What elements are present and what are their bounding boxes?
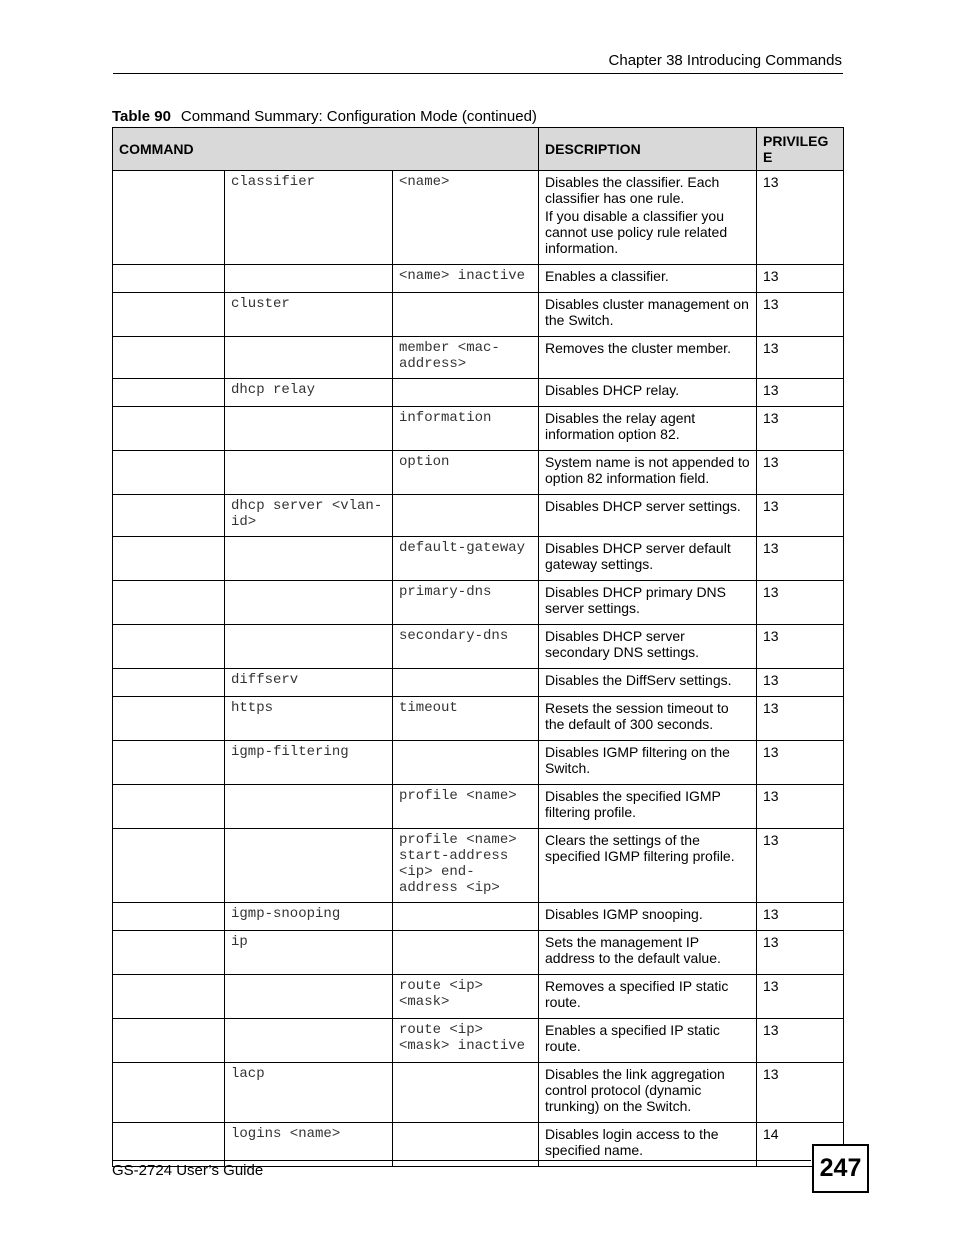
privilege-cell: 13 (757, 293, 844, 337)
command-argument-cell: route <ip> <mask> (393, 975, 539, 1019)
table-caption-label: Table 90 (112, 108, 171, 125)
command-level-1-cell (113, 785, 225, 829)
privilege-cell: 13 (757, 581, 844, 625)
command-cell (225, 829, 393, 903)
command-cell: logins <name> (225, 1123, 393, 1167)
table-row (113, 741, 844, 785)
command-level-1-cell (113, 171, 225, 265)
privilege-cell: 13 (757, 931, 844, 975)
description-text: Disables login access to the specified name. (545, 1126, 719, 1158)
chapter-header: Chapter 38 Introducing Commands (608, 52, 842, 69)
command-cell (225, 537, 393, 581)
command-argument-cell: <name> inactive (393, 265, 539, 293)
command-argument-cell (393, 1063, 539, 1123)
command-argument-cell: information (393, 407, 539, 451)
description-cell (539, 975, 757, 1019)
table-row (113, 537, 844, 581)
table-row (113, 337, 844, 379)
table-row (113, 451, 844, 495)
command-argument-cell: route <ip> <mask> inactive (393, 1019, 539, 1063)
description-cell (539, 451, 757, 495)
description-text: Disables IGMP snooping. (545, 906, 703, 922)
command-cell: dhcp relay (225, 379, 393, 407)
command-argument-cell: default-gateway (393, 537, 539, 581)
table-row (113, 1063, 844, 1123)
table-row (113, 903, 844, 931)
privilege-cell: 13 (757, 903, 844, 931)
description-text: Disables the DiffServ settings. (545, 672, 732, 688)
description-cell (539, 265, 757, 293)
description-text: Removes the cluster member. (545, 340, 731, 356)
description-text: Disables DHCP primary DNS server settings. (545, 584, 727, 616)
privilege-cell: 13 (757, 1019, 844, 1063)
privilege-cell: 13 (757, 975, 844, 1019)
description-cell (539, 741, 757, 785)
privilege-cell: 13 (757, 697, 844, 741)
command-level-1-cell (113, 931, 225, 975)
command-argument-cell: option (393, 451, 539, 495)
command-cell (225, 625, 393, 669)
description-cell (539, 625, 757, 669)
privilege-cell: 13 (757, 407, 844, 451)
table-row (113, 829, 844, 903)
command-cell: cluster (225, 293, 393, 337)
command-cell: igmp-filtering (225, 741, 393, 785)
table-row (113, 265, 844, 293)
command-level-1-cell (113, 625, 225, 669)
command-cell (225, 337, 393, 379)
command-level-1-cell (113, 293, 225, 337)
description-text: Disables the classifier. Each classifier has one rule. (545, 174, 720, 206)
table-row (113, 293, 844, 337)
table-caption-text: Command Summary: Configuration Mode (continued) (180, 108, 537, 125)
command-level-1-cell (113, 697, 225, 741)
privilege-cell: 13 (757, 625, 844, 669)
privilege-cell: 13 (757, 785, 844, 829)
command-argument-cell: secondary-dns (393, 625, 539, 669)
header-divider (113, 73, 843, 74)
description-cell (539, 669, 757, 697)
footer-divider (113, 1160, 811, 1161)
table-row (113, 495, 844, 537)
table-row (113, 975, 844, 1019)
command-argument-cell: profile <name> (393, 785, 539, 829)
privilege-cell: 13 (757, 669, 844, 697)
description-cell (539, 1019, 757, 1063)
command-argument-cell (393, 293, 539, 337)
table-caption (112, 108, 537, 125)
command-level-1-cell (113, 1019, 225, 1063)
page-number: 247 (812, 1144, 869, 1193)
command-level-1-cell (113, 451, 225, 495)
command-level-1-cell (113, 741, 225, 785)
command-cell (225, 581, 393, 625)
description-text: Disables DHCP server settings. (545, 498, 741, 514)
command-argument-cell: <name> (393, 171, 539, 265)
description-text: Disables DHCP server secondary DNS settings. (545, 628, 700, 660)
description-text: Disables DHCP relay. (545, 382, 680, 398)
description-text: Disables the relay agent information option 82. (545, 410, 696, 442)
privilege-cell: 13 (757, 171, 844, 265)
command-cell: igmp-snooping (225, 903, 393, 931)
description-cell (539, 697, 757, 741)
command-level-1-cell (113, 537, 225, 581)
command-cell: classifier (225, 171, 393, 265)
table-row (113, 379, 844, 407)
command-cell (225, 451, 393, 495)
guide-title: GS-2724 User’s Guide (112, 1162, 264, 1179)
table-header-row (113, 128, 844, 171)
command-level-1-cell (113, 669, 225, 697)
privilege-cell: 13 (757, 337, 844, 379)
command-cell (225, 265, 393, 293)
command-level-1-cell (113, 337, 225, 379)
privilege-cell: 13 (757, 741, 844, 785)
description-text: Disables the specified IGMP filtering profile. (545, 788, 721, 820)
table-row (113, 669, 844, 697)
command-argument-cell: timeout (393, 697, 539, 741)
description-text: Enables a classifier. (545, 268, 669, 284)
table-row (113, 171, 844, 265)
command-argument-cell: member <mac-address> (393, 337, 539, 379)
description-cell (539, 293, 757, 337)
description-text: Disables cluster management on the Switch. (545, 296, 749, 328)
command-level-1-cell (113, 903, 225, 931)
description-text: Disables DHCP server default gateway settings. (545, 540, 731, 572)
command-argument-cell (393, 669, 539, 697)
command-argument-cell (393, 495, 539, 537)
description-cell (539, 337, 757, 379)
command-level-1-cell (113, 495, 225, 537)
description-text: Resets the session timeout to the default of 300 seconds. (545, 700, 729, 732)
command-level-1-cell (113, 829, 225, 903)
description-text: Removes a specified IP static route. (545, 978, 729, 1010)
command-cell: dhcp server <vlan-id> (225, 495, 393, 537)
description-cell (539, 829, 757, 903)
description-text: Clears the settings of the specified IGMP filtering profile. (545, 832, 735, 864)
description-text: Disables the link aggregation control protocol (dynamic trunking) on the Switch. (545, 1066, 725, 1114)
table-row (113, 785, 844, 829)
command-cell: https (225, 697, 393, 741)
description-cell (539, 1063, 757, 1123)
description-text: Disables IGMP filtering on the Switch. (545, 744, 730, 776)
column-header-description: DESCRIPTION (539, 128, 757, 171)
description-cell (539, 407, 757, 451)
command-argument-cell: profile <name> start-address <ip> end-address <ip> (393, 829, 539, 903)
command-argument-cell (393, 379, 539, 407)
description-cell (539, 903, 757, 931)
command-cell: lacp (225, 1063, 393, 1123)
privilege-cell: 13 (757, 1063, 844, 1123)
privilege-cell: 14 (757, 1123, 844, 1167)
description-cell (539, 171, 757, 265)
description-cell (539, 495, 757, 537)
description-text: If you disable a classifier you cannot use policy rule related information. (545, 208, 728, 256)
column-header-privilege: PRIVILEG E (757, 128, 844, 171)
command-argument-cell (393, 741, 539, 785)
command-level-1-cell (113, 975, 225, 1019)
command-argument-cell (393, 931, 539, 975)
privilege-cell: 13 (757, 265, 844, 293)
table-row (113, 407, 844, 451)
table-row (113, 697, 844, 741)
description-cell (539, 379, 757, 407)
description-text: System name is not appended to option 82 information field. (545, 454, 750, 486)
command-cell (225, 407, 393, 451)
command-level-1-cell (113, 265, 225, 293)
command-cell (225, 975, 393, 1019)
description-cell (539, 581, 757, 625)
command-argument-cell (393, 903, 539, 931)
description-text: Enables a specified IP static route. (545, 1022, 720, 1054)
description-cell (539, 931, 757, 975)
command-cell (225, 785, 393, 829)
command-cell: ip (225, 931, 393, 975)
privilege-cell: 13 (757, 495, 844, 537)
description-cell (539, 785, 757, 829)
description-text: Sets the management IP address to the default value. (545, 934, 721, 966)
description-cell (539, 537, 757, 581)
privilege-cell: 13 (757, 537, 844, 581)
table-row (113, 581, 844, 625)
privilege-cell: 13 (757, 829, 844, 903)
command-summary-table (112, 127, 844, 1167)
table-row (113, 931, 844, 975)
command-level-1-cell (113, 407, 225, 451)
table-row (113, 1019, 844, 1063)
privilege-cell: 13 (757, 379, 844, 407)
command-level-1-cell (113, 1063, 225, 1123)
command-cell: diffserv (225, 669, 393, 697)
table-row (113, 625, 844, 669)
privilege-cell: 13 (757, 451, 844, 495)
command-level-1-cell (113, 379, 225, 407)
table-body (113, 171, 844, 1167)
command-level-1-cell (113, 581, 225, 625)
column-header-command: COMMAND (113, 128, 539, 171)
command-cell (225, 1019, 393, 1063)
command-argument-cell: primary-dns (393, 581, 539, 625)
